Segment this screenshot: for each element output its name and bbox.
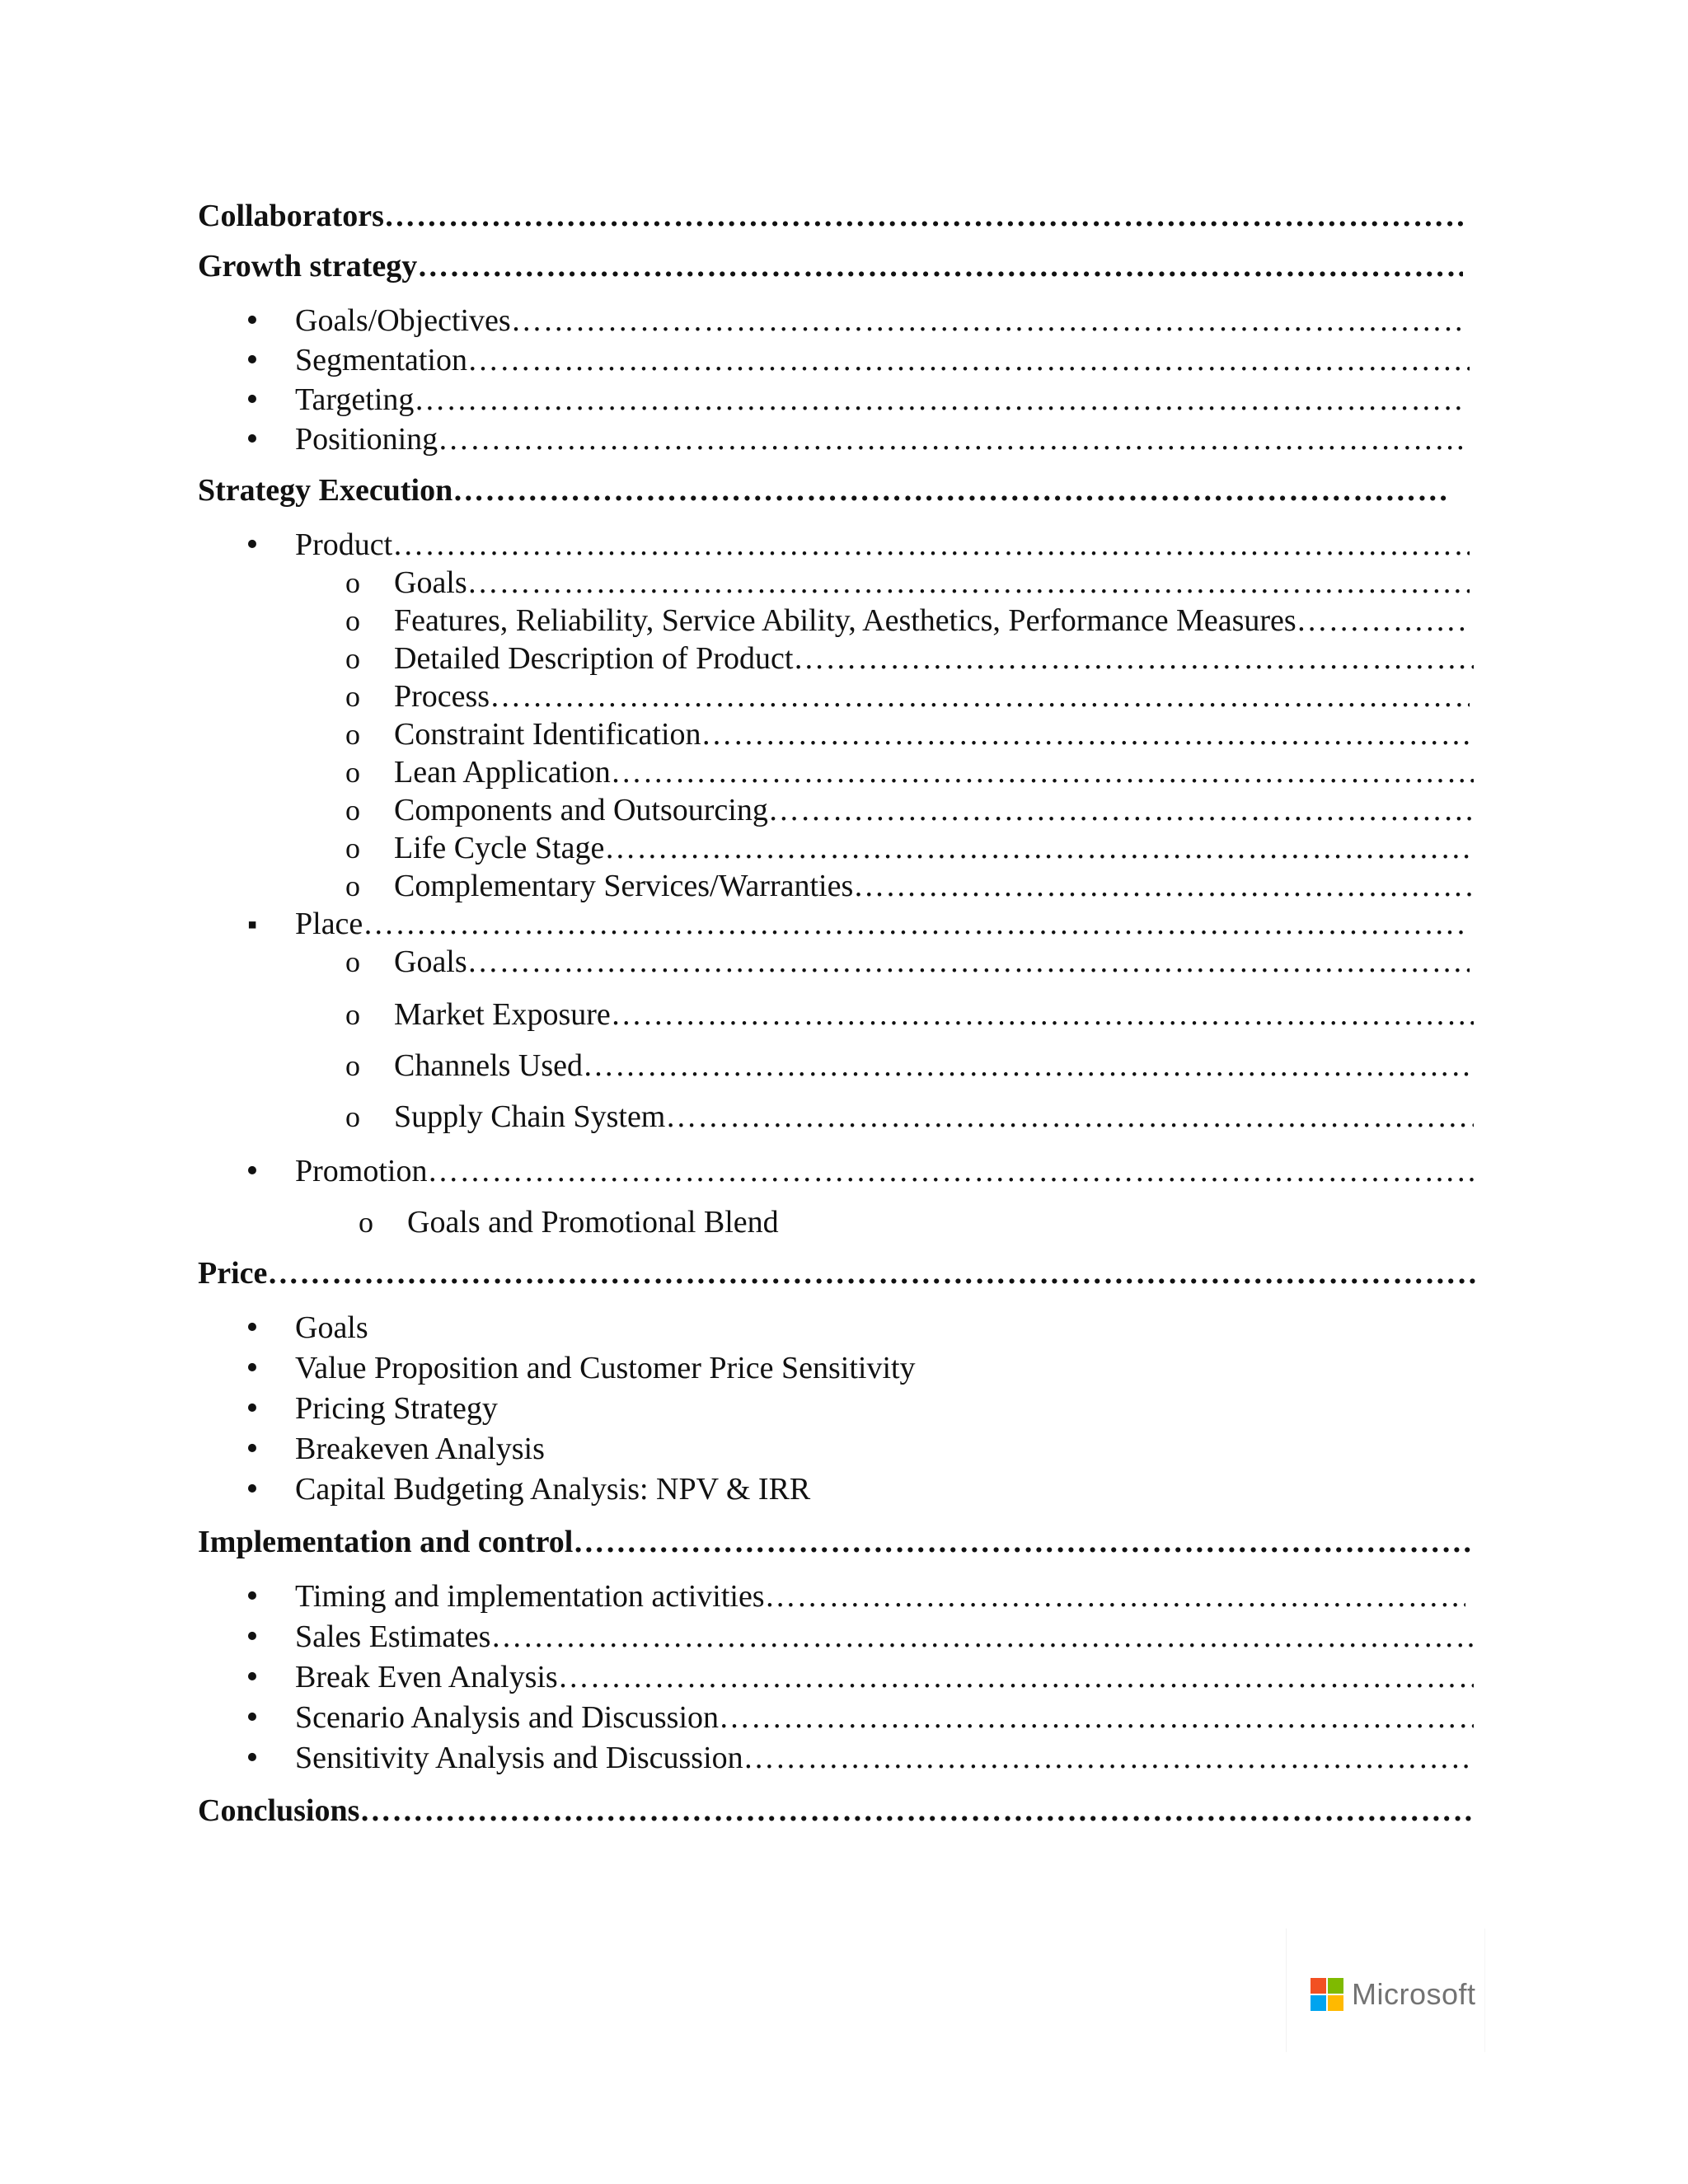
list-item: Market Exposure ……………………………………………………………………………………………………………………………………………………………………………………………… (394, 994, 1474, 1035)
dot-leader (611, 994, 1474, 1035)
bullet-disc-icon (236, 1737, 269, 1779)
bullet-disc-icon (236, 1469, 269, 1511)
list-item: Goals and Promotional Blend (407, 1205, 779, 1240)
bullet-circle-icon (336, 600, 369, 641)
dot-leader (604, 827, 1474, 869)
dot-leader (768, 790, 1474, 831)
list-item: Components and Outsourcing ……………………………………………………………………………………………………………………………………………………………………………………………… (394, 790, 1474, 831)
list-item: Complementary Services/Warranties ……………………………………………………………………………………………………………………………………………………………………………………………… (394, 865, 1474, 907)
list-item-product: Product ……………………………………………………………………………………………………………………………………………………………………………………………… (295, 524, 1470, 565)
microsoft-logo (1311, 1975, 1476, 2014)
section-conclusions (198, 1790, 1475, 1831)
bullet-circle-icon (336, 827, 369, 869)
dot-leader (414, 379, 1465, 420)
dot-leader (511, 300, 1465, 341)
section-implementation (198, 1521, 1471, 1563)
bullet-disc-icon (236, 1657, 269, 1699)
section-heading: Strategy Execution (198, 473, 453, 508)
list-item: Scenario Analysis and Discussion ……………………………………………………………………………………………………………………………………………………………………………………………… (295, 1697, 1474, 1738)
bullet-disc-icon (236, 1616, 269, 1658)
section-growth-strategy (198, 246, 1463, 287)
list-item: Life Cycle Stage ……………………………………………………………………………………………………………………………………………………………………………………………… (394, 827, 1474, 869)
list-item: Supply Chain System ……………………………………………………………………………………………………………………………………………………………………………………………… (394, 1096, 1474, 1137)
microsoft-wordmark: Microsoft (1352, 1977, 1476, 2011)
list-item-promotion: Promotion ……………………………………………………………………………………………………………………………………………………………………………………………… (295, 1151, 1474, 1192)
dot-leader (359, 1790, 1475, 1831)
list-item: Value Proposition and Customer Price Sensitivity (295, 1351, 916, 1385)
bullet-circle-icon (336, 638, 369, 679)
list-item: Sales Estimates ……………………………………………………………………………………………………………………………………………………………………………………………… (295, 1616, 1478, 1657)
logo-square-red (1311, 1978, 1326, 1994)
bullet-disc-icon (236, 524, 269, 566)
bullet-disc-icon (236, 1151, 269, 1193)
list-item: Goals (295, 1310, 368, 1345)
list-item: Positioning ……………………………………………………………………………………………………………………………………………………………………………………………… (295, 419, 1465, 460)
bullet-disc-icon (236, 379, 269, 421)
list-item: Process ……………………………………………………………………………………………………………………………………………………………………………………………… (394, 676, 1470, 717)
dot-leader (267, 1253, 1475, 1294)
bullet-circle-icon (336, 790, 369, 831)
bullet-circle-icon (336, 752, 369, 793)
list-item: Timing and implementation activities ……………………………………………………………………………………………………………………………………………………………………………………………… (295, 1576, 1465, 1617)
bullet-square-icon (236, 903, 269, 946)
dot-leader (363, 903, 1470, 944)
bullet-circle-icon (349, 1202, 382, 1243)
list-item-place: Place ……………………………………………………………………………………………………………………………………………………………………………………………… (295, 903, 1470, 944)
list-item: Channels Used ……………………………………………………………………………………………………………………………………………………………………………………………… (394, 1045, 1470, 1086)
section-strategy-execution (198, 470, 1451, 511)
dot-leader (793, 638, 1474, 679)
dot-leader (467, 340, 1470, 381)
dot-leader (417, 246, 1463, 287)
bullet-disc-icon (236, 1428, 269, 1470)
list-item: Breakeven Analysis (295, 1432, 545, 1466)
bullet-disc-icon (236, 1347, 269, 1390)
bullet-circle-icon (336, 941, 369, 982)
dot-leader (573, 1521, 1471, 1563)
list-item: Goals ……………………………………………………………………………………………………………………………………………………………………………………………… (394, 941, 1470, 982)
dot-leader (490, 1616, 1478, 1657)
list-item: Targeting ……………………………………………………………………………………………………………………………………………………………………………………………… (295, 379, 1465, 420)
bullet-circle-icon (336, 994, 369, 1035)
dot-leader (1296, 600, 1470, 641)
dot-leader (467, 941, 1470, 982)
dot-leader (765, 1576, 1465, 1617)
dot-leader (611, 752, 1474, 793)
bullet-circle-icon (336, 865, 369, 907)
dot-leader (853, 865, 1474, 907)
bullet-circle-icon (336, 714, 369, 755)
bullet-disc-icon (236, 1307, 269, 1349)
microsoft-logo-icon (1311, 1978, 1343, 2011)
list-item: Segmentation ……………………………………………………………………………………………………………………………………………………………………………………………… (295, 340, 1470, 381)
bullet-disc-icon (236, 1388, 269, 1430)
bullet-disc-icon (236, 300, 269, 342)
list-item: Break Even Analysis ……………………………………………………………………………………………………………………………………………………………………………………………… (295, 1657, 1474, 1698)
bullet-circle-icon (336, 1045, 369, 1086)
dot-leader (427, 1151, 1474, 1192)
section-heading: Price (198, 1256, 268, 1291)
bullet-circle-icon (336, 676, 369, 717)
section-heading: Growth strategy (198, 249, 418, 284)
dot-leader (719, 1697, 1474, 1738)
list-item: Goals/Objectives ……………………………………………………………………………………………………………………………………………………………………………………………… (295, 300, 1465, 341)
logo-square-green (1328, 1978, 1343, 1994)
dot-leader (467, 562, 1470, 603)
dot-leader (743, 1737, 1474, 1779)
dot-leader (701, 714, 1470, 755)
section-heading: Collaborators (198, 199, 384, 233)
list-item: Sensitivity Analysis and Discussion ……………………………………………………………………………………………………………………………………………………………………………………………… (295, 1737, 1474, 1779)
bullet-circle-icon (336, 562, 369, 603)
logo-square-blue (1311, 1995, 1326, 2011)
list-item: Features, Reliability, Service Ability, Aesthetics, Performance Measures ……………………………………………………………………………………………………………………………………………………………………………………………… (394, 600, 1470, 641)
bullet-disc-icon (236, 1576, 269, 1618)
bullet-disc-icon (236, 340, 269, 382)
dot-leader (490, 676, 1470, 717)
section-heading: Implementation and control (198, 1525, 574, 1559)
list-item: Capital Budgeting Analysis: NPV & IRR (295, 1472, 811, 1507)
dot-leader (384, 195, 1467, 237)
bullet-circle-icon (336, 1096, 369, 1137)
dot-leader (438, 419, 1465, 460)
dot-leader (558, 1657, 1474, 1698)
bullet-disc-icon (236, 419, 269, 461)
list-item: Goals ……………………………………………………………………………………………………………………………………………………………………………………………… (394, 562, 1470, 603)
list-item: Pricing Strategy (295, 1391, 498, 1426)
section-heading: Conclusions (198, 1793, 360, 1828)
bullet-disc-icon (236, 1697, 269, 1739)
list-item: Detailed Description of Product ……………………………………………………………………………………………………………………………………………………………………………………………… (394, 638, 1474, 679)
dot-leader (583, 1045, 1470, 1086)
dot-leader (452, 470, 1451, 511)
dot-leader (665, 1096, 1474, 1137)
list-item: Lean Application ……………………………………………………………………………………………………………………………………………………………………………………………… (394, 752, 1474, 793)
dot-leader (392, 524, 1470, 565)
section-collaborators (198, 195, 1467, 237)
section-price (198, 1253, 1475, 1294)
list-item: Constraint Identification ……………………………………………………………………………………………………………………………………………………………………………………………… (394, 714, 1470, 755)
logo-square-yellow (1328, 1995, 1343, 2011)
